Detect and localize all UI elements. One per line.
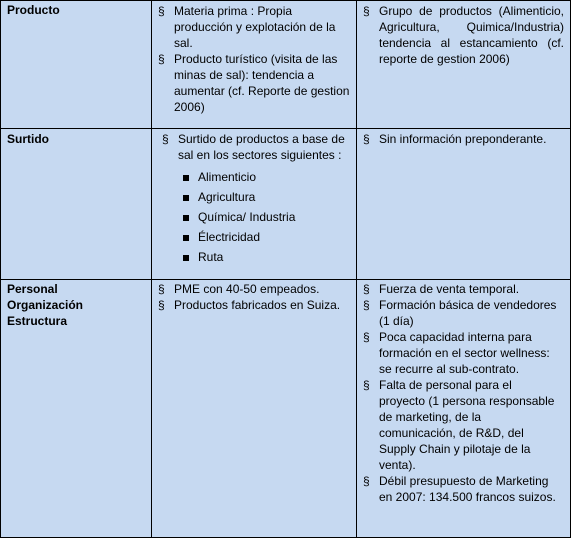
- list-item: § Falta de personal para el proyecto (1 persona responsable de marketing, de la comunicación, de R&D, del Supply Chain y pilotaje de la venta).: [363, 378, 555, 472]
- list-item: Alimenticio: [152, 167, 348, 187]
- section-mark: §: [158, 4, 165, 18]
- list-item: § Sin información preponderante.: [363, 132, 547, 146]
- list-item: § Grupo de productos (Alimenticio, Agricultura, Quimica/Industria) tendencia al estancamiento (cf. reporte de gestion 2006): [363, 4, 564, 66]
- square-bullet-icon: [183, 255, 189, 261]
- row-header-label: Producto: [7, 3, 60, 17]
- row-header-label: Organización: [7, 298, 84, 312]
- row-header-label: Surtido: [7, 132, 49, 146]
- list-item: § Formación básica de vendedores (1 día): [363, 298, 557, 328]
- list-item: § Fuerza de venta temporal.: [363, 282, 520, 296]
- list-item: § Materia prima : Propia producción y explotación de la sal.: [158, 4, 336, 50]
- section-mark: §: [363, 330, 370, 344]
- section-mark: §: [158, 298, 165, 312]
- list-item: § PME con 40-50 empeados.: [158, 282, 320, 296]
- row-header-label: Estructura: [7, 314, 68, 328]
- section-mark: §: [363, 474, 370, 488]
- producto-col2-cell: [357, 3, 570, 67]
- section-mark: §: [162, 132, 169, 146]
- square-bullet-icon: [183, 215, 189, 221]
- table-border-left: [0, 0, 1, 538]
- list-item: § Surtido de productos a base de sal en los sectores siguientes :: [162, 132, 345, 162]
- row-divider: [0, 279, 571, 280]
- square-bullet-icon: [183, 235, 189, 241]
- surtido-col2-cell: [357, 131, 570, 147]
- section-mark: §: [158, 52, 165, 66]
- personal-col2-cell: [357, 281, 570, 505]
- row-header-label: Personal: [7, 282, 58, 296]
- list-item: Ruta: [152, 247, 348, 267]
- row-header-surtido: [1, 131, 151, 147]
- surtido-col1-cell: [152, 131, 356, 267]
- list-item: Agricultura: [152, 187, 348, 207]
- list-item: Química/ Industria: [152, 207, 348, 227]
- section-mark: §: [158, 282, 165, 296]
- sector-list: [152, 167, 348, 267]
- personal-col1-cell: [152, 281, 356, 313]
- producto-col1-cell: [152, 3, 356, 115]
- section-mark: §: [363, 378, 370, 392]
- row-header-producto: [1, 2, 151, 18]
- row-divider: [0, 128, 571, 129]
- section-mark: §: [363, 282, 370, 296]
- square-bullet-icon: [183, 195, 189, 201]
- section-mark: §: [363, 298, 370, 312]
- list-item: § Débil presupuesto de Marketing en 2007: 134.500 francos suizos.: [363, 474, 556, 504]
- list-item: § Poca capacidad interna para formación en el sector wellness: se recurre al sub-contrato.: [363, 330, 550, 376]
- square-bullet-icon: [183, 175, 189, 181]
- table-border-top: [0, 0, 571, 1]
- row-header-personal: [1, 281, 151, 329]
- list-item: § Productos fabricados en Suiza.: [158, 298, 341, 312]
- section-mark: §: [363, 132, 370, 146]
- section-mark: §: [363, 4, 370, 18]
- list-item: Électricidad: [152, 227, 348, 247]
- list-item: § Producto turístico (visita de las minas de sal): tendencia a aumentar (cf. Reporte de gestion 2006): [158, 52, 350, 114]
